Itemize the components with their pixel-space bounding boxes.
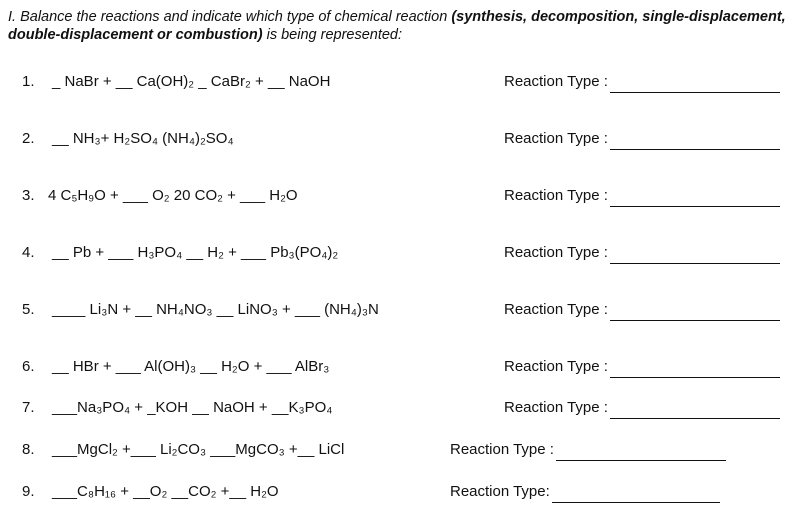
- question-row: [0, 242, 810, 264]
- instructions-intro: I. Balance the reactions and indicate which type of chemical reaction: [8, 9, 452, 25]
- question-number: 9.: [22, 483, 35, 500]
- reaction-type-label: Reaction Type :: [504, 358, 608, 375]
- reaction-type-label: Reaction Type :: [504, 301, 608, 318]
- reaction-type-label: Reaction Type :: [504, 130, 608, 147]
- reaction-type-label: Reaction Type :: [504, 187, 608, 204]
- chemical-equation: ___C₈H₁₆ + __O₂ __CO₂ +__ H₂O: [52, 483, 279, 500]
- chemical-equation: __ NH₃+ H₂SO₄ (NH₄)₂SO₄: [52, 130, 234, 147]
- chemical-equation: 4 C₅H₉O + ___ O₂ 20 CO₂ + ___ H₂O: [48, 187, 298, 204]
- chemical-equation: __ HBr + ___ Al(OH)₃ __ H₂O + ___ AlBr₃: [52, 358, 330, 375]
- reaction-type-field: [504, 185, 780, 207]
- question-row: [0, 397, 810, 419]
- instructions: [8, 8, 802, 44]
- answer-blank[interactable]: [610, 404, 780, 419]
- reaction-type-label: Reaction Type :: [504, 399, 608, 416]
- reaction-type-field: [504, 299, 780, 321]
- reaction-type-field: [504, 356, 780, 378]
- chemical-equation: ___MgCl₂ +___ Li₂CO₃ ___MgCO₃ +__ LiCl: [52, 441, 345, 458]
- instructions-outro: is being represented:: [262, 27, 403, 43]
- reaction-type-field: [504, 397, 780, 419]
- answer-blank[interactable]: [610, 363, 780, 378]
- reaction-type-field: [450, 439, 726, 461]
- reaction-type-label: Reaction Type :: [450, 441, 554, 458]
- answer-blank[interactable]: [610, 78, 780, 93]
- answer-blank[interactable]: [610, 192, 780, 207]
- question-row: [0, 71, 810, 93]
- question-row: [0, 439, 810, 461]
- instructions-reaction-types: (synthesis, decomposition, single-displacement, double-displacement or combustion): [8, 9, 786, 43]
- chemical-equation: _ NaBr + __ Ca(OH)₂ _ CaBr₂ + __ NaOH: [52, 73, 331, 90]
- reaction-type-label: Reaction Type :: [504, 73, 608, 90]
- chemical-equation: ___Na₃PO₄ + _KOH __ NaOH + __K₃PO₄: [52, 399, 333, 416]
- answer-blank[interactable]: [552, 488, 720, 503]
- question-number: 1.: [22, 73, 35, 90]
- reaction-type-label: Reaction Type :: [504, 244, 608, 261]
- reaction-type-field: [504, 128, 780, 150]
- question-number: 7.: [22, 399, 35, 416]
- question-row: [0, 185, 810, 207]
- question-row: [0, 481, 810, 503]
- reaction-type-field: [504, 242, 780, 264]
- question-number: 3.: [22, 187, 35, 204]
- chemical-equation: __ Pb + ___ H₃PO₄ __ H₂ + ___ Pb₃(PO₄)₂: [52, 244, 339, 261]
- answer-blank[interactable]: [610, 306, 780, 321]
- question-number: 5.: [22, 301, 35, 318]
- answer-blank[interactable]: [556, 446, 726, 461]
- question-row: [0, 299, 810, 321]
- answer-blank[interactable]: [610, 249, 780, 264]
- question-number: 2.: [22, 130, 35, 147]
- reaction-type-label: Reaction Type:: [450, 483, 550, 500]
- answer-blank[interactable]: [610, 135, 780, 150]
- chemical-equation: ____ Li₃N + __ NH₄NO₃ __ LiNO₃ + ___ (NH₄)₃N: [52, 301, 379, 318]
- question-number: 8.: [22, 441, 35, 458]
- question-row: [0, 356, 810, 378]
- reaction-type-field: [504, 71, 780, 93]
- question-number: 4.: [22, 244, 35, 261]
- question-number: 6.: [22, 358, 35, 375]
- reaction-type-field: [450, 481, 720, 503]
- question-row: [0, 128, 810, 150]
